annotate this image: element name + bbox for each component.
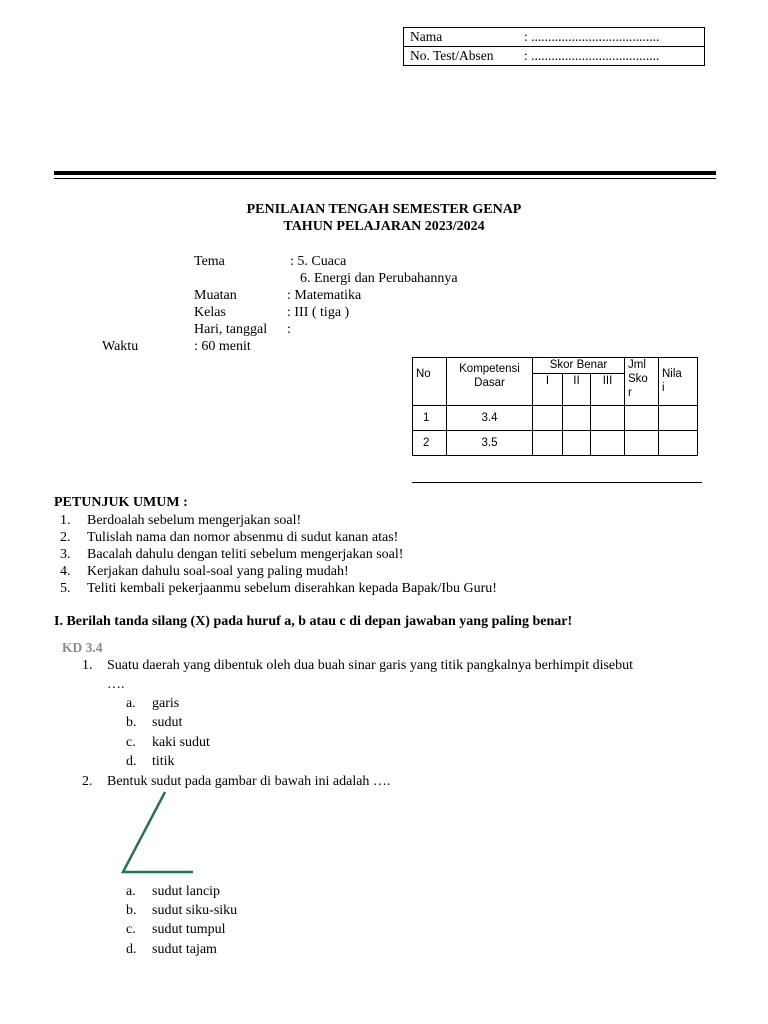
- col-kd-header: [447, 358, 533, 406]
- kd-label: KD 3.4: [62, 640, 103, 655]
- question-2-text: Bentuk sudut pada gambar di bawah ini adalah ….: [107, 774, 391, 789]
- col-nilai-header: [659, 358, 698, 406]
- option-text: titik: [152, 754, 175, 769]
- score-cell[interactable]: [563, 431, 591, 456]
- absen-label: No. Test/Absen: [410, 48, 494, 63]
- petunjuk-heading: PETUNJUK UMUM :: [54, 495, 188, 510]
- list-text: Bacalah dahulu dengan teliti sebelum mengerjakan soal!: [87, 547, 404, 562]
- identity-box: [403, 27, 705, 66]
- name-label: Nama: [410, 29, 443, 44]
- option-text: sudut lancip: [152, 884, 221, 899]
- header-rule-thin: [54, 178, 716, 179]
- score-cell[interactable]: [625, 406, 659, 431]
- score-cell[interactable]: [533, 431, 563, 456]
- option-text: sudut: [152, 715, 183, 730]
- q1-option-b[interactable]: [126, 714, 182, 732]
- row-no: 1: [413, 406, 447, 431]
- q2-option-a[interactable]: [126, 883, 220, 901]
- col-skor-header: Skor Benar: [533, 358, 625, 374]
- q2-option-b[interactable]: [126, 902, 237, 920]
- header-rule-thick: [54, 171, 716, 175]
- angle-lines: [123, 792, 193, 872]
- option-text: sudut tajam: [152, 942, 217, 957]
- waktu-value: : 60 menit: [194, 339, 251, 354]
- col-jml-header-2: Sko: [628, 373, 648, 385]
- q1-option-d[interactable]: [126, 753, 175, 771]
- score-cell[interactable]: [659, 406, 698, 431]
- option-letter: a.: [126, 696, 136, 711]
- score-cell[interactable]: [591, 406, 625, 431]
- col-kd-header-1: Kompetensi: [459, 363, 520, 375]
- question-1-text: Suatu daerah yang dibentuk oleh dua buah sinar garis yang titik pangkalnya berhimpit disebut: [107, 658, 634, 673]
- table-row: [413, 431, 698, 456]
- row-no: 2: [413, 431, 447, 456]
- option-text: garis: [152, 696, 180, 711]
- list-item: [56, 512, 497, 529]
- option-text: sudut siku-siku: [152, 903, 238, 918]
- score-table: [412, 357, 698, 456]
- list-text: Tulislah nama dan nomor absenmu di sudut kanan atas!: [87, 530, 399, 545]
- list-number: 2.: [60, 530, 71, 545]
- col-iii-header: III: [591, 374, 625, 406]
- list-number: 1.: [60, 513, 71, 528]
- q2-option-c[interactable]: [126, 921, 226, 939]
- option-letter: d.: [126, 754, 137, 769]
- hari-value: :: [287, 322, 291, 337]
- option-text: kaki sudut: [152, 735, 210, 750]
- petunjuk-list: [56, 512, 497, 597]
- question-1-text-cont: ….: [107, 677, 125, 692]
- col-nilai-header-1: Nila: [662, 368, 682, 380]
- absen-field[interactable]: : ......................................: [524, 48, 660, 63]
- name-row: [404, 28, 704, 46]
- list-text: Teliti kembali pekerjaanmu sebelum diserahkan kepada Bapak/Ibu Guru!: [87, 581, 497, 596]
- exam-title: PENILAIAN TENGAH SEMESTER GENAP: [246, 202, 522, 217]
- col-jml-header-3: r: [628, 387, 632, 399]
- option-letter: a.: [126, 884, 136, 899]
- score-cell[interactable]: [659, 431, 698, 456]
- option-letter: c.: [126, 735, 136, 750]
- kelas-label: Kelas: [194, 305, 226, 320]
- name-field[interactable]: : ......................................: [524, 29, 660, 44]
- list-item: [56, 580, 497, 597]
- tema-value: : 5. Cuaca: [290, 254, 347, 269]
- q2-option-d[interactable]: [126, 941, 217, 959]
- score-cell[interactable]: [625, 431, 659, 456]
- q1-option-c[interactable]: [126, 734, 210, 752]
- option-letter: b.: [126, 903, 137, 918]
- col-kd-header-2: Dasar: [474, 377, 505, 389]
- waktu-label: Waktu: [102, 339, 139, 354]
- col-jml-header: [625, 358, 659, 406]
- option-letter: d.: [126, 942, 137, 957]
- q1-option-a[interactable]: [126, 695, 179, 713]
- muatan-label: Muatan: [194, 288, 237, 303]
- col-i-header: I: [533, 374, 563, 406]
- option-text: sudut tumpul: [152, 922, 226, 937]
- score-cell[interactable]: [533, 406, 563, 431]
- option-letter: c.: [126, 922, 136, 937]
- hari-label: Hari, tanggal: [194, 322, 268, 337]
- col-jml-header-1: Jml: [628, 359, 646, 371]
- tema-label: Tema: [194, 254, 225, 269]
- col-no-header: No: [413, 358, 447, 406]
- list-text: Kerjakan dahulu soal-soal yang paling mudah!: [87, 564, 349, 579]
- question-2-number: 2.: [82, 774, 93, 789]
- row-kd: 3.5: [447, 431, 533, 456]
- list-number: 3.: [60, 547, 71, 562]
- score-cell[interactable]: [591, 431, 625, 456]
- row-kd: 3.4: [447, 406, 533, 431]
- section-1-instruction: I. Berilah tanda silang (X) pada huruf a, b atau c di depan jawaban yang paling benar!: [54, 614, 573, 629]
- list-item: [56, 563, 497, 580]
- list-item: [56, 529, 497, 546]
- absen-row: [404, 46, 704, 65]
- exam-meta: [0, 253, 768, 363]
- score-cell[interactable]: [563, 406, 591, 431]
- list-item: [56, 546, 497, 563]
- col-nilai-header-2: i: [662, 382, 665, 394]
- question-1-number: 1.: [82, 658, 93, 673]
- exam-year: TAHUN PELAJARAN 2023/2024: [283, 219, 485, 234]
- col-ii-header: II: [563, 374, 591, 406]
- muatan-value: : Matematika: [287, 288, 362, 303]
- angle-figure: [115, 788, 200, 878]
- table-row: [413, 406, 698, 431]
- tema-value-2: 6. Energi dan Perubahannya: [300, 271, 458, 286]
- option-letter: b.: [126, 715, 137, 730]
- list-number: 4.: [60, 564, 71, 579]
- kelas-value: : III ( tiga ): [287, 305, 350, 320]
- list-text: Berdoalah sebelum mengerjakan soal!: [87, 513, 302, 528]
- signature-line: [412, 482, 702, 483]
- list-number: 5.: [60, 581, 71, 596]
